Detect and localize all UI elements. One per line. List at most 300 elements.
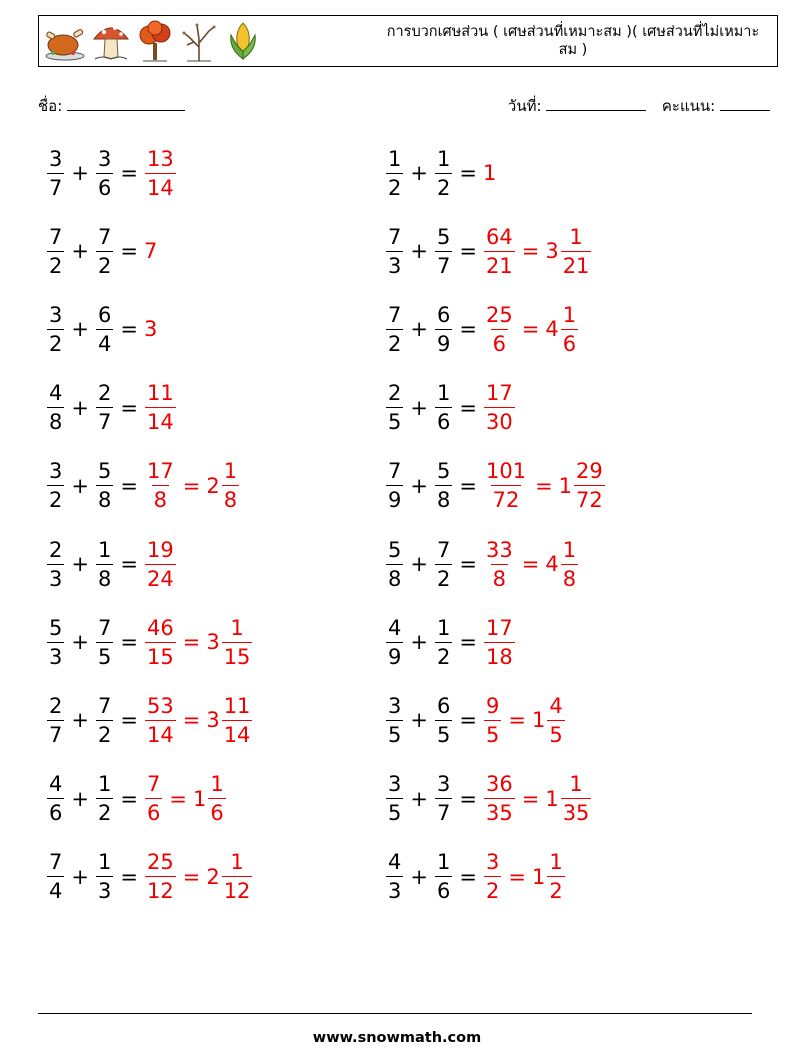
mixed-fraction (222, 692, 253, 749)
footer-url: www.snowmath.com (312, 1030, 482, 1046)
plus-sign: + (71, 161, 89, 185)
mixed-fraction (547, 692, 564, 749)
plus-sign: + (410, 708, 428, 733)
denominator: 5 (386, 720, 403, 749)
addend-fraction (386, 457, 403, 514)
mixed-whole: 4 (545, 552, 559, 576)
denominator: 18 (484, 642, 515, 671)
denominator: 2 (96, 798, 113, 827)
addend-fraction (435, 770, 452, 827)
addend-fraction (435, 848, 452, 905)
score-blank[interactable] (720, 96, 770, 111)
equals-sign: = (521, 239, 540, 264)
numerator: 7 (49, 850, 63, 875)
addend-fraction (96, 223, 113, 280)
denominator: 8 (386, 564, 403, 593)
addend-fraction (435, 301, 452, 358)
equals-sign: = (521, 552, 540, 576)
denominator: 6 (145, 798, 162, 827)
numerator: 2 (49, 537, 63, 562)
equals-sign: = (120, 630, 138, 655)
addend-fraction (435, 223, 452, 280)
addend-fraction (386, 692, 403, 749)
problem-item (385, 769, 592, 829)
answer-fraction (484, 692, 501, 749)
numerator: 17 (485, 615, 513, 640)
equals-sign: = (508, 864, 526, 889)
numerator: 5 (49, 615, 63, 640)
addend-fraction (435, 457, 452, 514)
denominator: 7 (96, 407, 113, 436)
plus-sign: + (71, 630, 89, 655)
addend-fraction (47, 692, 64, 749)
numerator: 29 (576, 459, 603, 484)
problem-item (46, 534, 177, 594)
equals-sign: = (120, 395, 138, 420)
denominator: 12 (145, 876, 176, 905)
numerator: 7 (388, 302, 402, 327)
answer-fraction (145, 536, 176, 593)
numerator: 3 (436, 772, 451, 797)
denominator: 9 (386, 642, 403, 671)
addend-fraction (435, 145, 452, 202)
numerator: 6 (97, 302, 112, 327)
mixed-fraction (561, 770, 592, 827)
numerator: 4 (49, 772, 63, 797)
addend-fraction (47, 223, 64, 280)
equals-sign: = (459, 708, 477, 733)
equals-sign: = (459, 630, 477, 655)
mixed-fraction (222, 614, 253, 671)
denominator: 15 (222, 642, 253, 671)
equals-sign: = (459, 473, 477, 498)
addend-fraction (96, 536, 113, 593)
addend-fraction (96, 379, 113, 436)
problem-item (385, 534, 579, 594)
denominator: 21 (561, 251, 592, 280)
numerator: 3 (485, 850, 500, 875)
numerator: 1 (436, 615, 451, 640)
denominator: 7 (47, 720, 64, 749)
addend-fraction (386, 223, 403, 280)
numerator: 4 (388, 850, 402, 875)
denominator: 14 (145, 173, 176, 202)
answer-fraction (484, 848, 501, 905)
denominator: 3 (47, 564, 64, 593)
name-field (38, 94, 185, 118)
plus-sign: + (410, 473, 428, 498)
mixed-whole: 1 (545, 786, 559, 811)
denominator: 2 (96, 251, 113, 280)
problem-item (385, 456, 606, 516)
denominator: 3 (47, 642, 64, 671)
date-label: วันที่: (507, 97, 542, 115)
denominator: 2 (484, 876, 501, 905)
mixed-whole: 1 (558, 473, 573, 498)
roast-chicken-icon (43, 19, 87, 63)
date-score-fields (508, 94, 770, 118)
problem-item (46, 456, 240, 516)
numerator: 46 (146, 615, 174, 640)
numerator: 3 (49, 146, 63, 171)
addend-fraction (435, 692, 452, 749)
numerator: 33 (485, 537, 513, 562)
mixed-whole: 2 (206, 473, 220, 498)
addend-fraction (47, 145, 64, 202)
problem-item (385, 143, 496, 203)
mushroom-icon (91, 19, 131, 63)
answer-fraction (484, 770, 515, 827)
plus-sign: + (410, 786, 428, 811)
mixed-fraction (561, 301, 578, 358)
denominator: 3 (386, 876, 403, 905)
answer-fraction (145, 614, 176, 671)
addend-fraction (47, 848, 64, 905)
numerator: 36 (485, 772, 513, 797)
equals-sign: = (182, 864, 201, 889)
denominator: 4 (47, 876, 64, 905)
numerator: 5 (436, 459, 451, 484)
addend-fraction (47, 301, 64, 358)
numerator: 5 (388, 537, 402, 562)
equals-sign: = (459, 161, 477, 185)
date-blank[interactable] (546, 96, 646, 111)
equals-sign: = (182, 708, 201, 733)
addend-fraction (435, 379, 452, 436)
plus-sign: + (71, 317, 89, 342)
numerator: 1 (388, 146, 402, 171)
numerator: 1 (97, 537, 112, 562)
equals-sign: = (120, 786, 138, 811)
problem-item (46, 690, 253, 750)
plus-sign: + (410, 552, 428, 576)
numerator: 1 (230, 615, 244, 640)
equals-sign: = (120, 239, 138, 264)
denominator: 35 (561, 798, 592, 827)
mixed-fraction (547, 848, 564, 905)
equals-sign: = (120, 473, 138, 498)
answer-fraction (145, 457, 176, 514)
numerator: 2 (388, 381, 402, 406)
problem-item (46, 847, 253, 907)
plus-sign: + (410, 239, 428, 264)
numerator: 3 (49, 459, 63, 484)
numerator: 3 (388, 693, 402, 718)
mixed-fraction (561, 223, 592, 280)
mixed-whole: 1 (192, 786, 207, 811)
numerator: 6 (436, 693, 451, 718)
mixed-fraction (222, 848, 253, 905)
header-icons (43, 19, 263, 63)
numerator: 3 (97, 146, 112, 171)
denominator: 6 (491, 329, 508, 358)
plus-sign: + (410, 395, 428, 420)
denominator: 6 (96, 173, 113, 202)
equals-sign: = (120, 161, 138, 185)
denominator: 4 (96, 329, 113, 358)
answer-fraction (484, 223, 515, 280)
numerator: 1 (562, 537, 577, 562)
numerator: 1 (210, 772, 224, 797)
footer-divider (38, 1013, 752, 1014)
denominator: 6 (561, 329, 578, 358)
numerator: 1 (562, 302, 577, 327)
denominator: 8 (491, 564, 508, 593)
numerator: 1 (549, 850, 563, 875)
answer-fraction (484, 614, 515, 671)
plus-sign: + (71, 864, 89, 889)
denominator: 8 (561, 564, 578, 593)
bare-branch-icon (179, 19, 219, 63)
denominator: 5 (547, 720, 564, 749)
numerator: 1 (230, 850, 244, 875)
denominator: 3 (386, 251, 403, 280)
denominator: 7 (435, 251, 452, 280)
addend-fraction (96, 848, 113, 905)
addend-fraction (47, 614, 64, 671)
denominator: 7 (435, 798, 452, 827)
addend-fraction (435, 536, 452, 593)
numerator: 4 (549, 693, 563, 718)
denominator: 14 (145, 407, 176, 436)
denominator: 2 (47, 329, 64, 358)
addend-fraction (47, 770, 64, 827)
denominator: 8 (435, 485, 452, 514)
addend-fraction (47, 457, 64, 514)
numerator: 1 (97, 772, 112, 797)
denominator: 5 (386, 798, 403, 827)
denominator: 2 (47, 251, 64, 280)
equals-sign: = (120, 864, 138, 889)
name-label: ชื่อ: (38, 97, 63, 115)
mixed-whole: 2 (206, 864, 220, 889)
denominator: 5 (96, 642, 113, 671)
denominator: 24 (145, 564, 176, 593)
numerator: 2 (49, 693, 63, 718)
numerator: 13 (146, 146, 174, 171)
addend-fraction (435, 614, 452, 671)
header-box (38, 15, 778, 67)
addend-fraction (386, 379, 403, 436)
answer-fraction (145, 145, 176, 202)
equals-sign: = (459, 395, 477, 420)
answer-fraction (484, 301, 515, 358)
denominator: 15 (145, 642, 176, 671)
mixed-fraction (222, 457, 239, 514)
autumn-tree-icon (135, 19, 175, 63)
numerator: 1 (569, 772, 583, 797)
plus-sign: + (410, 161, 428, 185)
denominator: 8 (96, 564, 113, 593)
plus-sign: + (410, 630, 428, 655)
denominator: 2 (47, 485, 64, 514)
denominator: 6 (208, 798, 225, 827)
denominator: 5 (484, 720, 501, 749)
plus-sign: + (71, 786, 89, 811)
denominator: 8 (47, 407, 64, 436)
plus-sign: + (71, 239, 89, 264)
mixed-fraction (574, 457, 605, 514)
plus-sign: + (410, 864, 428, 889)
corn-icon (223, 19, 263, 63)
numerator: 1 (436, 381, 451, 406)
addend-fraction (386, 301, 403, 358)
numerator: 2 (97, 381, 112, 406)
denominator: 7 (47, 173, 64, 202)
addend-fraction (96, 457, 113, 514)
mixed-whole: 1 (531, 708, 546, 733)
denominator: 3 (96, 876, 113, 905)
denominator: 2 (386, 173, 403, 202)
score-label: คะแนน: (661, 97, 716, 115)
mixed-fraction (561, 536, 578, 593)
numerator: 101 (485, 459, 527, 484)
numerator: 7 (146, 772, 161, 797)
equals-sign: = (459, 552, 477, 576)
denominator: 21 (484, 251, 515, 280)
numerator: 7 (97, 224, 112, 249)
denominator: 14 (222, 720, 253, 749)
denominator: 12 (222, 876, 253, 905)
numerator: 25 (146, 850, 174, 875)
equals-sign: = (459, 239, 477, 264)
numerator: 6 (436, 302, 451, 327)
problem-item (385, 378, 516, 438)
numerator: 17 (146, 459, 174, 484)
equals-sign: = (459, 317, 477, 342)
addend-fraction (96, 770, 113, 827)
numerator: 17 (485, 381, 513, 406)
denominator: 8 (152, 485, 169, 514)
mixed-whole: 3 (206, 708, 220, 733)
addend-fraction (47, 379, 64, 436)
mixed-whole: 4 (545, 317, 559, 342)
denominator: 30 (484, 407, 515, 436)
mixed-fraction (208, 770, 225, 827)
answer-fraction (484, 457, 528, 514)
numerator: 7 (388, 459, 402, 484)
equals-sign: = (120, 552, 138, 576)
problem-item (46, 378, 177, 438)
denominator: 9 (435, 329, 452, 358)
numerator: 7 (388, 224, 402, 249)
numerator: 25 (485, 302, 513, 327)
addend-fraction (386, 145, 403, 202)
answer-fraction (145, 770, 162, 827)
denominator: 14 (145, 720, 176, 749)
denominator: 2 (386, 329, 403, 358)
problem-item (385, 690, 566, 750)
plus-sign: + (71, 552, 89, 576)
denominator: 72 (574, 485, 605, 514)
mixed-whole: 1 (531, 864, 546, 889)
numerator: 7 (97, 693, 112, 718)
answer-fraction (484, 379, 515, 436)
name-blank[interactable] (67, 96, 185, 111)
numerator: 1 (569, 224, 583, 249)
numerator: 5 (97, 459, 112, 484)
problem-item (385, 847, 566, 907)
answer-fraction (484, 536, 515, 593)
problem-item (46, 299, 157, 359)
plus-sign: + (410, 317, 428, 342)
numerator: 53 (146, 693, 174, 718)
denominator: 2 (547, 876, 564, 905)
answer-fraction (145, 379, 176, 436)
numerator: 5 (436, 224, 451, 249)
denominator: 35 (484, 798, 515, 827)
addend-fraction (386, 614, 403, 671)
numerator: 4 (388, 615, 402, 640)
equals-sign: = (459, 864, 477, 889)
addend-fraction (96, 692, 113, 749)
numerator: 1 (97, 850, 112, 875)
equals-sign: = (182, 630, 201, 655)
denominator: 6 (435, 876, 452, 905)
numerator: 1 (436, 146, 451, 171)
plus-sign: + (71, 708, 89, 733)
numerator: 7 (49, 224, 63, 249)
numerator: 3 (49, 302, 63, 327)
numerator: 19 (146, 537, 174, 562)
numerator: 11 (223, 693, 251, 718)
equals-sign: = (169, 786, 187, 811)
denominator: 2 (435, 642, 452, 671)
answer-whole: 1 (482, 161, 497, 185)
numerator: 7 (436, 537, 451, 562)
denominator: 6 (435, 407, 452, 436)
equals-sign: = (459, 786, 477, 811)
problem-item (46, 221, 157, 281)
addend-fraction (47, 536, 64, 593)
numerator: 3 (388, 772, 402, 797)
denominator: 9 (386, 485, 403, 514)
denominator: 2 (435, 173, 452, 202)
numerator: 4 (49, 381, 63, 406)
equals-sign: = (535, 473, 553, 498)
equals-sign: = (508, 708, 526, 733)
problem-item (385, 299, 579, 359)
numerator: 11 (146, 381, 174, 406)
answer-whole: 3 (143, 317, 158, 342)
denominator: 72 (491, 485, 522, 514)
denominator: 8 (96, 485, 113, 514)
denominator: 5 (386, 407, 403, 436)
mixed-whole: 3 (206, 630, 220, 655)
numerator: 9 (485, 693, 500, 718)
mixed-whole: 3 (545, 239, 559, 264)
equals-sign: = (182, 473, 201, 498)
denominator: 8 (222, 485, 239, 514)
problem-item (46, 143, 177, 203)
addend-fraction (96, 145, 113, 202)
addend-fraction (386, 536, 403, 593)
numerator: 64 (485, 224, 513, 249)
answer-fraction (145, 848, 176, 905)
numerator: 7 (97, 615, 112, 640)
equals-sign: = (521, 786, 540, 811)
problem-item (385, 221, 592, 281)
denominator: 2 (435, 564, 452, 593)
equals-sign: = (521, 317, 540, 342)
numerator: 1 (223, 459, 238, 484)
addend-fraction (96, 614, 113, 671)
equals-sign: = (120, 708, 138, 733)
answer-fraction (145, 692, 176, 749)
denominator: 5 (435, 720, 452, 749)
problem-item (385, 612, 516, 672)
plus-sign: + (71, 473, 89, 498)
